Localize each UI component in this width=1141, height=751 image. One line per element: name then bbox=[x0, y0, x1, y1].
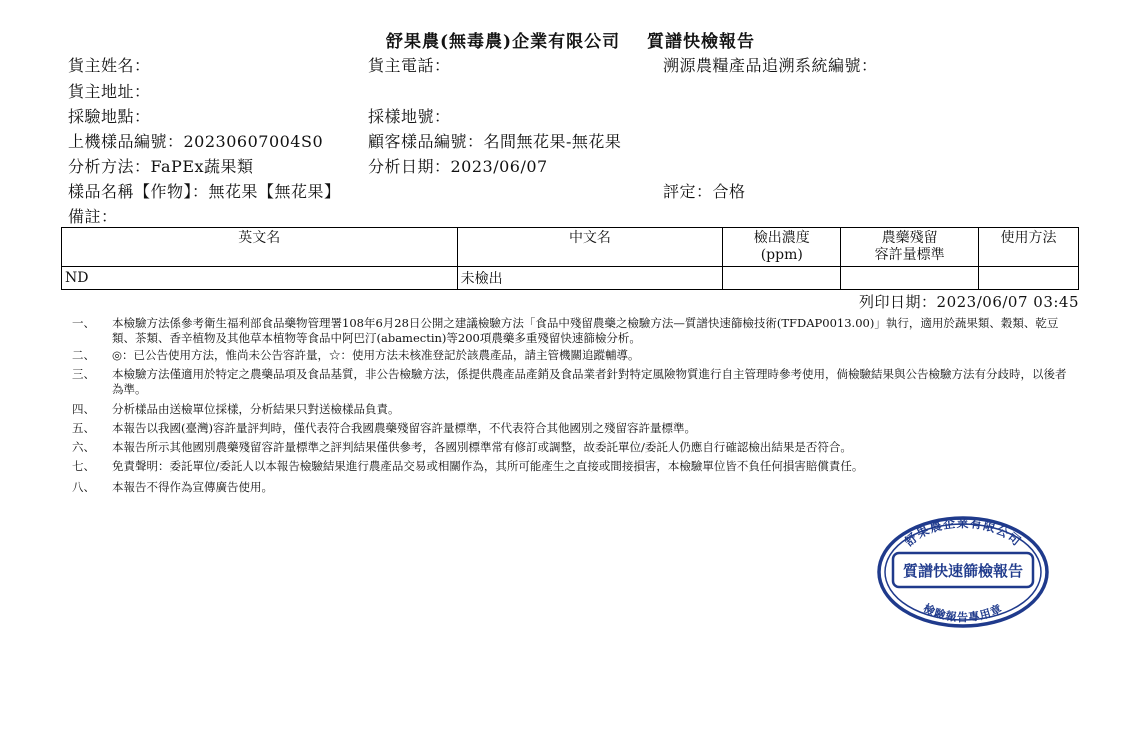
note-number: 二、 bbox=[72, 348, 95, 362]
header-english-name: 英文名 bbox=[62, 228, 458, 267]
header-concentration-label: 檢出濃度 bbox=[753, 230, 810, 246]
seal-center-text: 質譜快速篩檢報告 bbox=[902, 562, 1024, 580]
note-text: ◎：已公告使用方法，惟尚未公告容許量，☆：使用方法未核准登記於該農產品，請主管機關追蹤輔導。 bbox=[112, 348, 640, 362]
note-text: 本報告以我國(臺灣)容許量評判時，僅代表符合我國農藥殘留容許量標準，不代表符合其他國別之殘留容許量標準。 bbox=[112, 421, 696, 435]
note-number: 五、 bbox=[72, 421, 95, 435]
machine-sample-number: 上機樣品編號：20230607004S0 bbox=[68, 132, 324, 151]
header-chinese-name: 中文名 bbox=[457, 228, 723, 267]
sample-name-field: 樣品名稱【作物】：無花果【無花果】 bbox=[68, 182, 341, 201]
note-text: 本檢驗方法係參考衛生福利部食品藥物管理署108年6月28日公開之建議檢驗方法「食品中殘留農藥之檢驗方法—質譜快速篩檢技術(TFDAP0013.00)」執行，適用於蔬果類、穀類、乾豆類、茶類、香辛植物及其他草本植物等食品中阿巴汀(abamectin)等200項農藥多重殘留快速篩檢分析。 bbox=[112, 316, 1059, 345]
note-text: 本報告不得作為宣傳廣告使用。 bbox=[112, 480, 273, 494]
analysis-date-field: 分析日期：2023/06/07 bbox=[368, 157, 548, 176]
header-concentration bbox=[723, 228, 841, 267]
cell-usage bbox=[979, 267, 1079, 290]
report-title: 質譜快檢報告 bbox=[647, 32, 755, 52]
note-text: 本檢驗方法僅適用於特定之農藥品項及食品基質，非公告檢驗方法，係提供農產品產銷及食品業者針對特定風險物質進行自主管理時參考使用，倘檢驗結果與公告檢驗方法有分歧時，以後者為準。 bbox=[112, 367, 1067, 396]
trace-number-field: 溯源農糧產品追溯系統編號： bbox=[663, 56, 878, 75]
table-header-row bbox=[62, 228, 1079, 267]
header-concentration-unit: (ppm) bbox=[760, 247, 803, 263]
table-row bbox=[62, 267, 1079, 290]
note-number: 一、 bbox=[72, 316, 95, 330]
header-usage-method: 使用方法 bbox=[979, 228, 1079, 267]
header-mrl-line2: 容許量標準 bbox=[874, 247, 945, 263]
company-name: 舒果農(無毒農)企業有限公司 bbox=[385, 32, 621, 52]
owner-name-field: 貨主姓名： bbox=[68, 56, 151, 75]
note-number: 七、 bbox=[72, 459, 95, 473]
note-number: 六、 bbox=[72, 440, 95, 454]
remarks-field: 備註： bbox=[68, 207, 118, 226]
report-seal-stamp bbox=[875, 515, 1051, 629]
cell-chinese-name: 未檢出 bbox=[457, 267, 723, 290]
cell-concentration bbox=[723, 267, 841, 290]
note-number: 三、 bbox=[72, 367, 95, 381]
report-header bbox=[0, 27, 1141, 52]
evaluation-field: 評定：合格 bbox=[663, 182, 746, 201]
results-table bbox=[61, 227, 1079, 290]
header-mrl-line1: 農藥殘留 bbox=[881, 230, 938, 246]
note-text: 分析樣品由送檢單位採樣，分析結果只對送檢樣品負責。 bbox=[112, 402, 400, 416]
note-text: 免責聲明：委託單位/委託人以本報告檢驗結果進行農產品交易或相關作為，其所可能產生之直接或間接損害，本檢驗單位皆不負任何損害賠償責任。 bbox=[112, 459, 864, 473]
cell-standard bbox=[841, 267, 979, 290]
customer-sample-number: 顧客樣品編號：名間無花果-無花果 bbox=[368, 132, 622, 151]
print-date: 列印日期：2023/06/07 03:45 bbox=[859, 293, 1079, 311]
sampling-location-field: 採驗地點： bbox=[68, 107, 151, 126]
sampling-site-field: 採樣地號： bbox=[368, 107, 451, 126]
note-text: 本報告所示其他國別農藥殘留容許量標準之評判結果僅供參考，各國別標準常有修訂或調整，故委託單位/委託人仍應自行確認檢出結果是否符合。 bbox=[112, 440, 852, 454]
analysis-method-field: 分析方法：FaPEx蔬果類 bbox=[68, 157, 254, 176]
header-mrl-standard bbox=[841, 228, 979, 267]
owner-address-field: 貨主地址： bbox=[68, 82, 151, 101]
seal-top-text: 舒果農企業有限公司 bbox=[902, 516, 1024, 549]
cell-english-name: ND bbox=[62, 267, 458, 290]
note-number: 四、 bbox=[72, 402, 95, 416]
owner-phone-field: 貨主電話： bbox=[368, 56, 451, 75]
note-number: 八、 bbox=[72, 480, 95, 494]
seal-bottom-text: 檢驗報告專用章 bbox=[921, 601, 1005, 624]
